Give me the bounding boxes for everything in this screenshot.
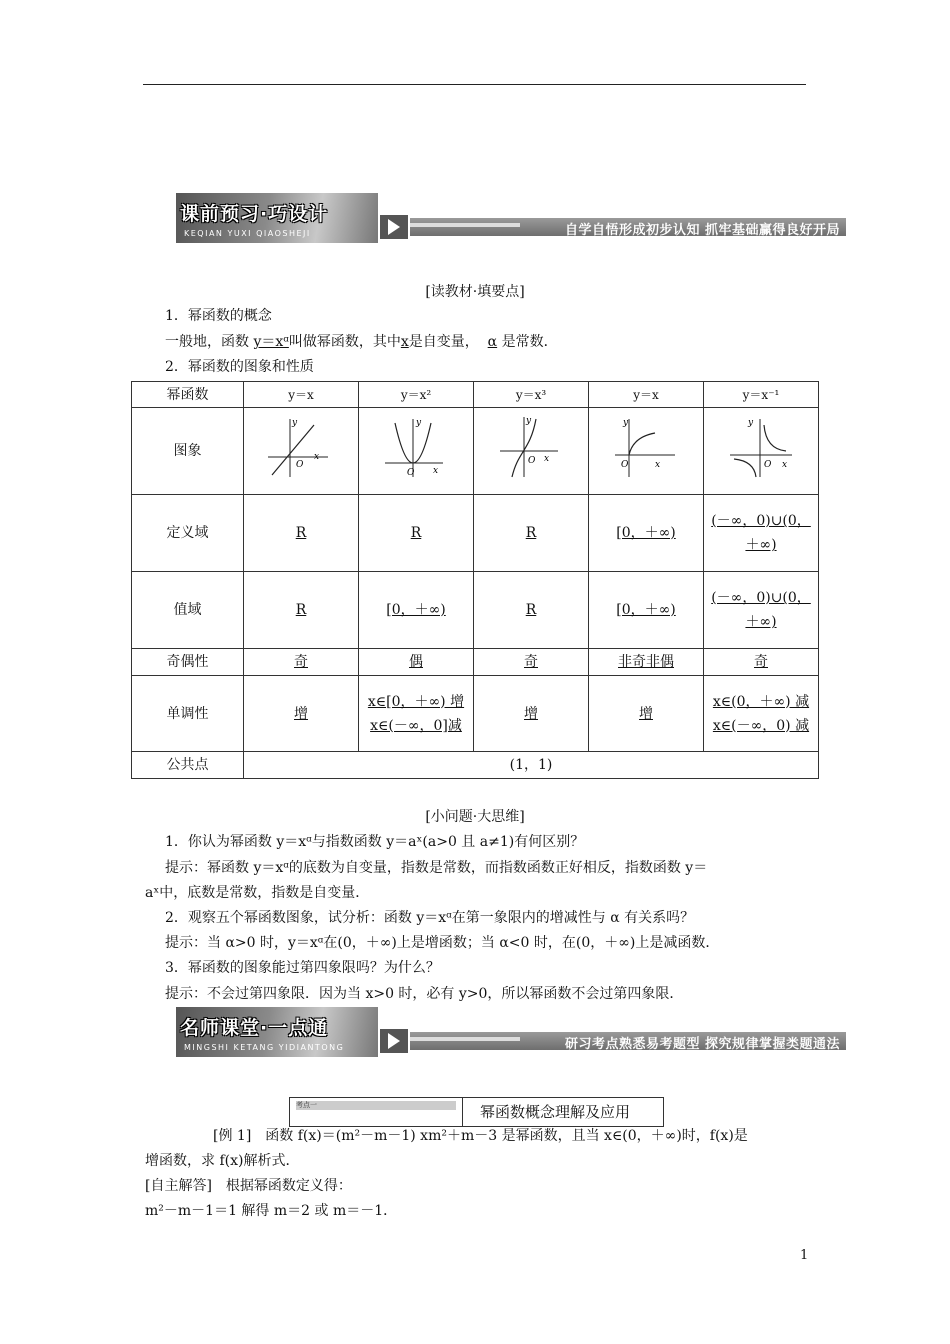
graph-cell [359, 408, 474, 495]
row-label: 幂函数 [132, 382, 244, 408]
svg-text:x: x [782, 460, 788, 470]
origin-label: O [296, 460, 304, 470]
answer-1a: 提示：幂函数 y＝xᵅ的底数为自变量，指数是常数，而指数函数正好相反，指数函数 y＝ [165, 860, 708, 876]
mono-cell: 增 [244, 676, 359, 752]
row-label: 奇偶性 [132, 649, 244, 676]
banner-pinyin: MINGSHI KETANG YIDIANTONG [184, 1043, 345, 1052]
question-3: 3．幂函数的图象能过第四象限吗？为什么？ [165, 960, 440, 976]
axis-y-label: y [292, 418, 298, 428]
answer-2: 提示：当 α>0 时，y＝xᵅ在(0，＋∞)上是增函数；当 α<0 时，在(0，＋∞)上是减函数． [165, 935, 720, 951]
func-header: y＝x⁻¹ [704, 382, 819, 408]
mono-cell: 增 [589, 676, 704, 752]
range-cell: R [474, 572, 589, 649]
banner-title: 课前预习·巧设计 [180, 203, 329, 225]
table-row [132, 572, 819, 649]
func-header: y＝x² [359, 382, 474, 408]
domain-cell: (－∞，0)∪(0，＋∞) [704, 495, 819, 572]
graph-cell [244, 408, 359, 495]
banner-tagline: 研习考点熟悉易考题型 探究规律掌握类题通法 [564, 1037, 840, 1052]
banner-image [176, 193, 378, 243]
parity-cell: 非奇非偶 [589, 649, 704, 676]
top-rule [143, 84, 806, 85]
page-number: 1 [800, 1248, 809, 1263]
svg-text:y: y [748, 418, 754, 428]
play-arrow-icon [380, 1029, 408, 1053]
svg-text:x: x [544, 454, 550, 464]
range-cell: [0，＋∞) [589, 572, 704, 649]
row-label: 定义域 [132, 495, 244, 572]
question-2: 2．观察五个幂函数图象，试分析：函数 y＝xᵅ在第一象限内的增减性与 α 有关系吗？ [165, 910, 695, 926]
example-line-1: [例 1] 函数 f(x)＝(m²－m－1) xm²＋m－3 是幂函数，且当 x∈(0，＋∞)时，f(x)是 [213, 1128, 748, 1144]
parity-cell: 偶 [359, 649, 474, 676]
row-label: 图象 [132, 408, 244, 495]
graph-reciprocal [726, 415, 796, 479]
svg-text:y: y [526, 416, 532, 426]
answer-3: 提示：不会过第四象限．因为当 x>0 时，必有 y>0，所以幂函数不会过第四象限． [165, 986, 684, 1002]
mono-cell: x∈(0，＋∞) 减 x∈(－∞，0) 减 [704, 676, 819, 752]
row-label: 公共点 [132, 752, 244, 779]
func-header: y＝x [244, 382, 359, 408]
svg-text:O: O [621, 460, 629, 470]
range-cell: [0，＋∞) [359, 572, 474, 649]
example-line-2: 增函数，求 f(x)解析式． [145, 1153, 300, 1169]
domain-cell: R [244, 495, 359, 572]
banner-tagline: 自学自悟形成初步认知 抓牢基础赢得良好开局 [564, 223, 840, 238]
solution-heading: [自主解答] 根据幂函数定义得： [145, 1178, 352, 1194]
svg-text:y: y [416, 418, 422, 428]
play-arrow-icon [380, 215, 408, 239]
domain-cell: R [359, 495, 474, 572]
mono-cell: 增 [474, 676, 589, 752]
question-1: 1．你认为幂函数 y＝xᵅ与指数函数 y＝aˣ(a>0 且 a≠1)有何区别？ [165, 834, 585, 850]
range-cell: (－∞，0)∪(0，＋∞) [704, 572, 819, 649]
heading-concept: 1．幂函数的概念 [165, 308, 272, 324]
banner-image [176, 1007, 378, 1057]
domain-cell: R [474, 495, 589, 572]
graph-sqrt [611, 415, 681, 479]
section-banner-class [176, 1007, 846, 1057]
table-row [132, 649, 819, 676]
parity-cell: 奇 [474, 649, 589, 676]
table-row [132, 752, 819, 779]
domain-cell: [0，＋∞) [589, 495, 704, 572]
definition-line: 一般地，函数 y＝xᵅ叫做幂函数，其中x是自变量， α 是常数． [165, 334, 558, 350]
row-label: 单调性 [132, 676, 244, 752]
row-label: 值域 [132, 572, 244, 649]
parity-cell: 奇 [244, 649, 359, 676]
table-row [132, 382, 819, 408]
graph-cell [589, 408, 704, 495]
parity-cell: 奇 [704, 649, 819, 676]
answer-1b: aˣ中，底数是常数，指数是自变量． [145, 885, 370, 901]
graph-cube [496, 415, 566, 479]
solution-line: m²－m－1＝1 解得 m＝2 或 m＝－1． [145, 1203, 398, 1219]
svg-text:O: O [528, 456, 536, 466]
graph-square [381, 415, 451, 479]
mono-cell: x∈[0，＋∞) 增 x∈(－∞，0]减 [359, 676, 474, 752]
section-header-read: [读教材·填要点] [425, 284, 525, 300]
func-header: y＝x [589, 382, 704, 408]
svg-text:y: y [623, 418, 629, 428]
topic-box [289, 1097, 664, 1127]
svg-text:O: O [764, 460, 772, 470]
section-banner-preview [176, 193, 846, 243]
svg-text:x: x [433, 466, 439, 476]
svg-text:O: O [407, 468, 415, 478]
svg-text:x: x [655, 460, 661, 470]
table-row [132, 408, 819, 495]
graph-linear [266, 415, 336, 479]
graph-cell [704, 408, 819, 495]
banner-pinyin: KEQIAN YUXI QIAOSHEJI [184, 229, 311, 238]
table-row [132, 495, 819, 572]
func-header: y＝x³ [474, 382, 589, 408]
banner-title: 名师课堂·一点通 [180, 1017, 329, 1039]
topic-title: 幂函数概念理解及应用 [480, 1103, 631, 1121]
section-header-think: [小问题·大思维] [425, 809, 525, 825]
power-function-table [131, 381, 819, 779]
graph-cell [474, 408, 589, 495]
axis-x-label: x [314, 452, 320, 462]
range-cell: R [244, 572, 359, 649]
table-row [132, 676, 819, 752]
topic-tag: 考点一 [296, 1101, 456, 1110]
heading-graph-properties: 2．幂函数的图象和性质 [165, 359, 314, 375]
common-point-cell: (1，1) [244, 752, 819, 779]
